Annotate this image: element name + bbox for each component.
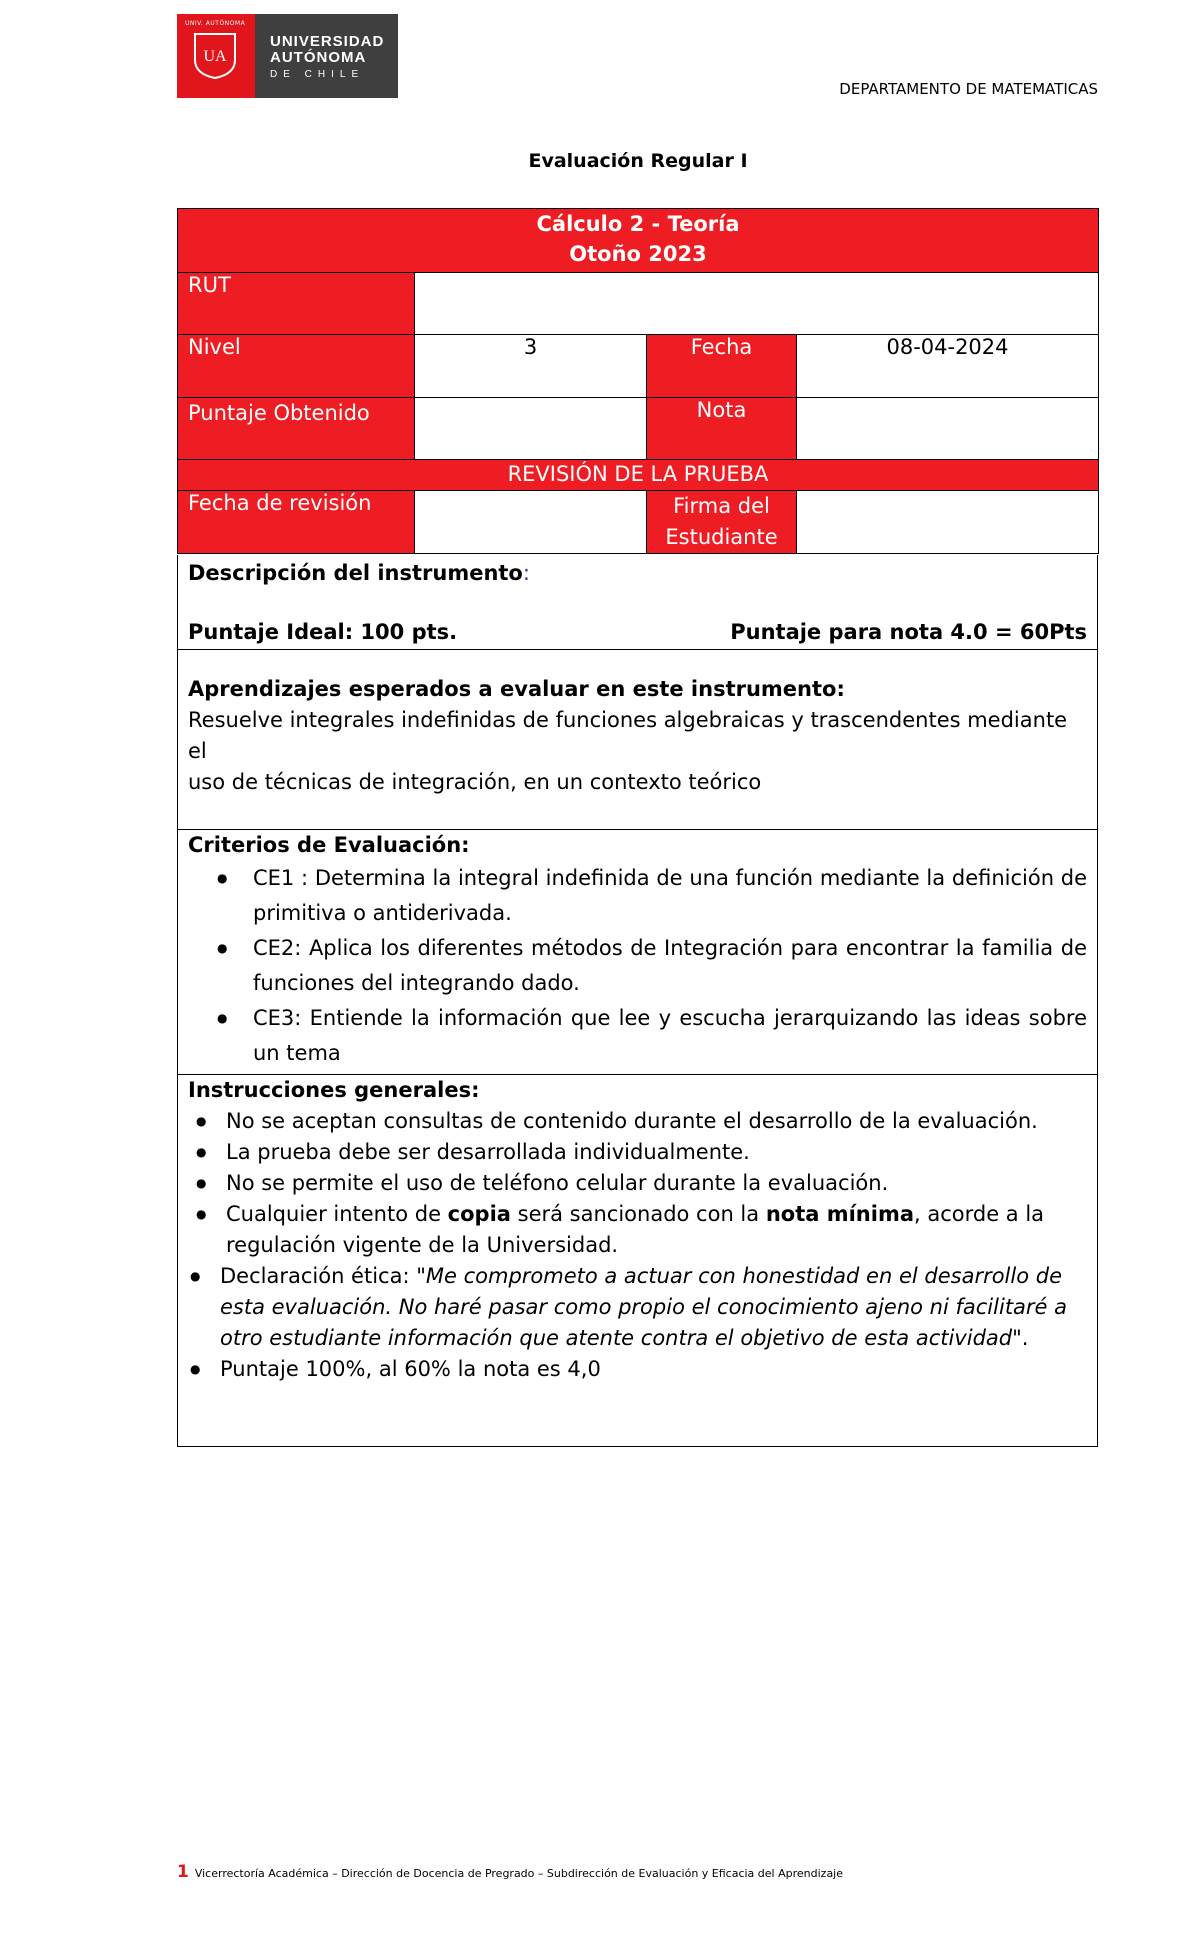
page-number: 1 bbox=[177, 1862, 189, 1882]
header-table bbox=[177, 208, 1099, 554]
instruccion-5-c: ". bbox=[1012, 1326, 1029, 1350]
instruccion-item-5 bbox=[220, 1261, 1087, 1354]
course-term: Otoño 2023 bbox=[569, 242, 707, 266]
instruccion-5-declaracion: Me comprometo a actuar con honestidad en el desarrollo de esta evaluación. No haré pasar como propio el conocimiento ajeno ni facilitaré a otro estudiante información que atente contra el objetivo de esta actividad bbox=[220, 1264, 1068, 1350]
instruccion-item-3: ● No se permite el uso de teléfono celular durante la evaluación. bbox=[226, 1168, 1087, 1199]
nivel-label: Nivel bbox=[178, 335, 415, 398]
logo-emblem-text: UA bbox=[203, 48, 227, 65]
fecha-label: Fecha bbox=[647, 335, 797, 398]
instruccion-item-4 bbox=[226, 1199, 1087, 1261]
aprendizajes-line-1: Resuelve integrales indefinidas de funciones algebraicas y trascendentes mediante el bbox=[188, 708, 1068, 763]
puntaje-ideal: Puntaje Ideal: 100 pts. bbox=[188, 620, 458, 644]
description-colon: : bbox=[522, 561, 530, 585]
instruccion-4-a: Cualquier intento de bbox=[226, 1202, 448, 1226]
instrucciones-list bbox=[188, 1106, 1087, 1385]
description-block bbox=[177, 555, 1098, 650]
rut-label: RUT bbox=[178, 273, 415, 335]
footer-text: Vicerrectoría Académica – Dirección de Docencia de Pregrado – Subdirección de Evaluación y Eficacia del Aprendizaje bbox=[194, 1867, 844, 1880]
instruccion-4-e: , acorde a la regulación vigente de la Universidad. bbox=[226, 1202, 1045, 1257]
logo-small-text: UNIV. AUTÓNOMA bbox=[185, 20, 246, 27]
rut-field[interactable] bbox=[415, 273, 1099, 335]
shield-icon bbox=[193, 32, 237, 80]
evaluation-form bbox=[177, 208, 1098, 554]
course-title: Cálculo 2 - Teoría bbox=[536, 212, 740, 236]
criterios-title: Criterios de Evaluación: bbox=[188, 833, 470, 857]
document-title: Evaluación Regular I bbox=[528, 150, 748, 172]
instruccion-item-2: ● La prueba debe ser desarrollada individualmente. bbox=[226, 1137, 1087, 1168]
university-logo bbox=[177, 14, 398, 98]
page-footer bbox=[177, 1862, 843, 1882]
fecha-revision-field[interactable] bbox=[415, 491, 647, 554]
aprendizajes-line-2: uso de técnicas de integración, en un contexto teórico bbox=[188, 770, 762, 794]
criterio-item-ce1: ● CE1 : Determina la integral indefinida de una función mediante la definición de primitiva o antiderivada. bbox=[253, 861, 1087, 931]
firma-label: Firma del Estudiante bbox=[647, 491, 797, 554]
fecha-value: 08-04-2024 bbox=[797, 335, 1099, 398]
firma-field[interactable] bbox=[797, 491, 1099, 554]
instruccion-5-a: Declaración ética: " bbox=[220, 1264, 426, 1288]
criterios-block bbox=[177, 829, 1098, 1075]
puntaje-label: Puntaje Obtenido bbox=[178, 398, 415, 460]
revision-header: REVISIÓN DE LA PRUEBA bbox=[178, 460, 1099, 491]
instruccion-4-copia: copia bbox=[447, 1202, 511, 1226]
puntaje-nota: Puntaje para nota 4.0 = 60Pts bbox=[730, 620, 1087, 644]
instruccion-4-nota-minima: nota mínima bbox=[765, 1202, 914, 1226]
instruccion-4-c: será sancionado con la bbox=[510, 1202, 766, 1226]
puntaje-field[interactable] bbox=[415, 398, 647, 460]
course-header bbox=[178, 209, 1099, 273]
aprendizajes-block bbox=[177, 650, 1098, 830]
logo-emblem-block bbox=[177, 14, 255, 98]
description-label: Descripción del instrumento bbox=[188, 561, 523, 585]
criterio-item-ce3: ● CE3: Entiende la información que lee y escucha jerarquizando las ideas sobre un tema bbox=[253, 1001, 1087, 1071]
logo-line-3: DE CHILE bbox=[270, 69, 365, 80]
logo-line-1: UNIVERSIDAD bbox=[270, 33, 385, 50]
logo-line-2: AUTÓNOMA bbox=[270, 49, 367, 66]
instruccion-item-1: ● No se aceptan consultas de contenido durante el desarrollo de la evaluación. bbox=[226, 1106, 1087, 1137]
instrucciones-title: Instrucciones generales: bbox=[188, 1078, 480, 1102]
nota-label: Nota bbox=[647, 398, 797, 460]
aprendizajes-title: Aprendizajes esperados a evaluar en este instrumento: bbox=[188, 677, 845, 701]
fecha-revision-label: Fecha de revisión bbox=[178, 491, 415, 554]
department-name: DEPARTAMENTO DE MATEMATICAS bbox=[839, 80, 1098, 98]
criterio-item-ce2: ● CE2: Aplica los diferentes métodos de Integración para encontrar la familia de funciones del integrando dado. bbox=[253, 931, 1087, 1001]
nivel-value: 3 bbox=[415, 335, 647, 398]
nota-field[interactable] bbox=[797, 398, 1099, 460]
instruccion-item-6: ● Puntaje 100%, al 60% la nota es 4,0 bbox=[220, 1354, 1087, 1385]
criterios-list bbox=[188, 861, 1087, 1071]
instrucciones-block bbox=[177, 1074, 1098, 1447]
